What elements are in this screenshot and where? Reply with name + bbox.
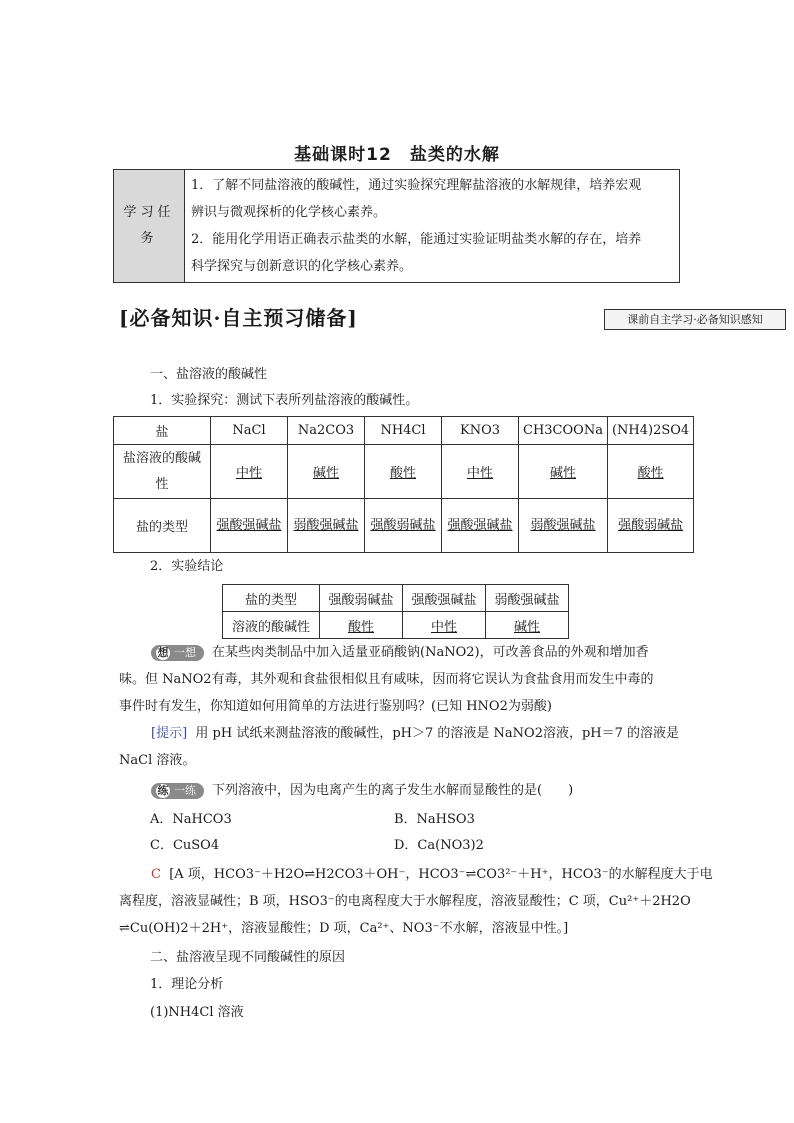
conclusion-title: 2．实验结论 (150, 559, 224, 574)
option-d: D．Ca(NO3)2 (394, 838, 484, 853)
practice-badge (151, 783, 204, 799)
option-b: B．NaHSO3 (394, 812, 475, 827)
salt-formula: (NH4)2SO4 (607, 417, 693, 445)
section-heading: [必备知识·自主预习储备] (119, 306, 358, 330)
page-title: 基础课时12 盐类的水解 (294, 145, 500, 165)
task-line: 辨识与微观探析的化学核心素养。 (191, 205, 387, 220)
option-a: A．NaHCO3 (150, 812, 232, 827)
concl-row-label: 溶液的酸碱性 (223, 612, 320, 639)
practice-question: 下列溶液中，因为电离产生的离子发生水解而显酸性的是( ) (212, 783, 574, 798)
task-line: 2．能用化学用语正确表示盐类的水解，能通过实验证明盐类水解的存在，培养 (191, 232, 642, 247)
row-label-salt-type: 盐的类型 (114, 499, 211, 553)
learning-task-table (113, 169, 680, 283)
hint-label: [提示] (151, 726, 188, 741)
think-text: 事件时有发生，你知道如何用简单的方法进行鉴别吗？(已知 HNO2为弱酸) (119, 699, 552, 714)
concl-header: 强酸弱碱盐 (320, 585, 403, 612)
salt-type-value: 强酸强碱盐 (447, 517, 513, 533)
part2-sub2: (1)NH4Cl 溶液 (150, 1005, 244, 1020)
acidity-value: 中性 (466, 466, 493, 481)
salt-experiment-table (113, 416, 694, 553)
think-block (119, 639, 679, 774)
acidity-value: 中性 (235, 466, 262, 481)
learning-task-label: 学习任务 (114, 170, 185, 283)
salt-formula: Na2CO3 (288, 417, 365, 445)
salt-formula: CH3COONa (519, 417, 608, 445)
acidity-value: 碱性 (549, 466, 576, 481)
answer-line (119, 861, 713, 888)
acidity-value: 碱性 (312, 466, 339, 481)
practice-badge-text: 一练 (174, 783, 196, 797)
option-c: C．CuSO4 (150, 838, 220, 853)
concl-header: 盐的类型 (223, 585, 320, 612)
part2-sub1: 1．理论分析 (150, 977, 224, 992)
concl-header: 强酸强碱盐 (403, 585, 486, 612)
salt-type-value: 弱酸强碱盐 (293, 517, 359, 533)
hint-text: 用 pH 试纸来测盐溶液的酸碱性，pH＞7 的溶液是 NaNO2溶液，pH＝7 的溶液是 (195, 726, 680, 741)
think-badge-text: 一想 (174, 645, 196, 659)
answer-explanation: [A 项，HCO3⁻＋H2O⇌H2CO3＋OH⁻，HCO3⁻⇌CO3²⁻＋H⁺，HCO3⁻的水解程度大于电 (169, 867, 713, 882)
think-text: 在某些肉类制品中加入适量亚硝酸钠(NaNO2)，可改善食品的外观和增加香 (212, 645, 649, 660)
practice-block (119, 777, 679, 804)
task-line: 科学探究与创新意识的化学核心素养。 (191, 259, 413, 274)
row-label-salt: 盐 (114, 417, 211, 445)
part1-heading: 一、盐溶液的酸碱性 (150, 367, 268, 382)
concl-value: 碱性 (513, 619, 540, 635)
answer-explanation: ⇌Cu(OH)2＋2H⁺，溶液显酸性；D 项，Ca²⁺、NO3⁻不水解，溶液显中性。] (119, 921, 569, 936)
acidity-value: 酸性 (637, 466, 664, 481)
concl-value: 酸性 (347, 619, 374, 635)
row-label-acidity: 盐溶液的酸碱性 (114, 445, 211, 499)
concl-value: 中性 (430, 619, 457, 635)
salt-formula: KNO3 (442, 417, 519, 445)
think-line (119, 639, 679, 666)
hint-text: NaCl 溶液。 (119, 753, 196, 768)
answer-letter: C (151, 867, 161, 882)
think-text: 味。但 NaNO2有毒，其外观和食盐很相似且有咸味，因而将它误认为食盐食用而发生中毒的 (119, 672, 654, 687)
answer-explanation: 离程度，溶液显碱性；B 项，HSO3⁻的电离程度大于水解程度，溶液显酸性；C 项，Cu²⁺＋2H2O (119, 894, 691, 909)
concl-header: 弱酸强碱盐 (486, 585, 569, 612)
salt-formula: NH4Cl (365, 417, 442, 445)
conclusion-table (222, 584, 569, 639)
section-tag: 课前自主学习·必备知识感知 (604, 309, 786, 330)
salt-type-value: 强酸弱碱盐 (618, 517, 684, 533)
salt-formula: NaCl (211, 417, 288, 445)
task-line: 1．了解不同盐溶液的酸碱性，通过实验探究理解盐溶液的水解规律，培养宏观 (191, 178, 642, 193)
salt-type-value: 弱酸强碱盐 (530, 517, 596, 533)
experiment-title: 1．实验探究：测试下表所列盐溶液的酸碱性。 (150, 393, 419, 408)
practice-question-line (119, 777, 679, 804)
acidity-value: 酸性 (389, 466, 416, 481)
learning-task-content (185, 170, 680, 283)
part2-heading: 二、盐溶液呈现不同酸碱性的原因 (150, 950, 346, 965)
think-badge-char: 想 (155, 645, 171, 661)
practice-badge-char: 练 (155, 783, 171, 799)
hint-line (119, 720, 679, 747)
answer-block (119, 861, 713, 942)
salt-type-value: 强酸弱碱盐 (370, 517, 436, 533)
think-badge (151, 645, 204, 661)
salt-type-value: 强酸强碱盐 (216, 517, 282, 533)
